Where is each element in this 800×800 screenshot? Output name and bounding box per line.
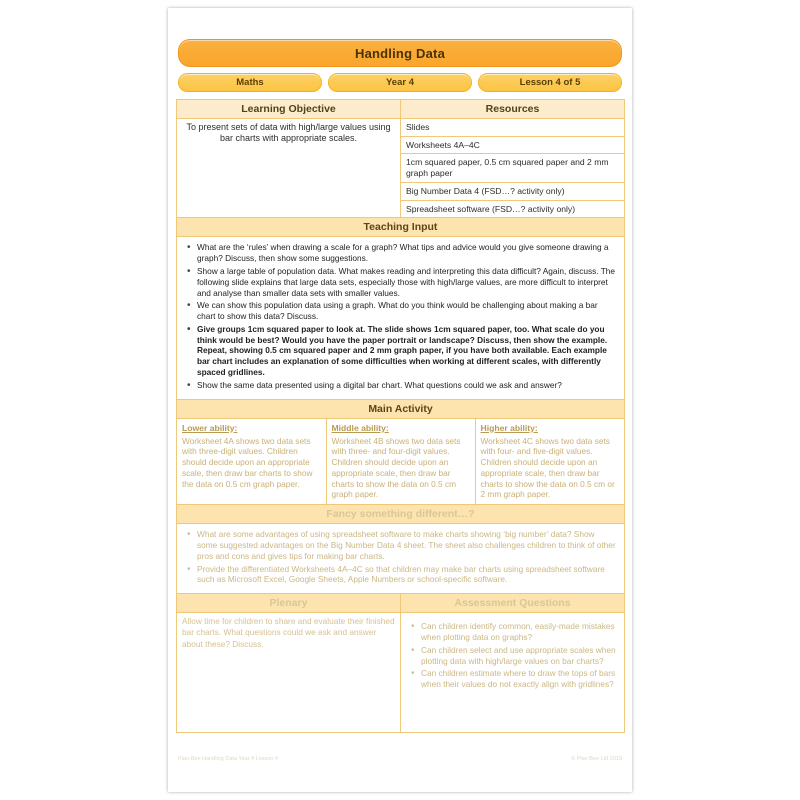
section-header-teaching-input: Teaching Input: [177, 218, 625, 237]
section-header-assessment-questions: Assessment Questions: [401, 594, 625, 613]
plenary-assessment-row: [177, 613, 625, 733]
fsd-bullet: • Provide the differentiated Worksheets 4A–4C so that children may make bar charts using spreadsheet software such as Microsoft Excel, Google Sheets, Apple Numbers or school-specific software.: [184, 564, 617, 586]
resources-list: [401, 119, 625, 218]
resource-item: Spreadsheet software (FSD…? activity only): [406, 203, 576, 214]
assessment-bullet: • Can children estimate where to draw the tops of bars when their values do not exactly align with gridlines?: [408, 668, 617, 690]
plenary-text: Allow time for children to share and evaluate their finished bar charts. What questions could we ask and answer about these? Discuss.: [177, 613, 401, 733]
section-header-main-activity: Main Activity: [177, 399, 625, 418]
ability-group-middle: [326, 419, 475, 505]
year-group-pill: Year 4: [328, 73, 472, 92]
ability-description: Worksheet 4C shows two data sets with four- and five-digit values. Children should decide upon an appropriate scale, then draw bar charts to show the data on 0.5 cm or 2 mm graph paper.: [480, 435, 615, 500]
page-title: Handling Data: [178, 39, 622, 67]
main-activity-row: [177, 418, 625, 505]
meta-pill-row: [178, 73, 622, 92]
fsd-bullet: • What are some advantages of using spreadsheet software to make charts showing ‘big number’ data? Show some suggested advantages on the Big Number Data 4 sheet. The sheet also challenges children to think of other pros and cons and gives tips for making bar charts.: [184, 529, 617, 561]
objective-resources-row: [177, 119, 625, 218]
ability-group-higher: [475, 419, 624, 505]
teaching-input-row: [177, 237, 625, 399]
teaching-input-bullet: • Show the same data presented using a digital bar chart. What questions could we ask and answer?: [184, 380, 617, 391]
fancy-something-different-row: [177, 524, 625, 594]
lesson-plan-page: [168, 8, 632, 792]
lesson-plan-table: [176, 99, 625, 733]
footer-right: © Plan Bee Ltd 2019: [571, 756, 622, 762]
resource-item: 1cm squared paper, 0.5 cm squared paper and 2 mm graph paper: [401, 154, 624, 182]
plenary-assessment-header-row: [177, 594, 625, 613]
assessment-questions-content: [401, 613, 625, 733]
ability-description: Worksheet 4B shows two data sets with three- and four-digit values. Children should decide upon an appropriate scale, then draw bar charts to show the data on 0.5 cm graph paper.: [331, 435, 461, 500]
ability-label: Higher ability:: [480, 422, 538, 433]
learning-objective-text: To present sets of data with high/large values using bar charts with appropriate scales.: [177, 119, 401, 218]
fancy-something-different-header-row: [177, 505, 625, 524]
resource-item: Slides: [401, 119, 624, 137]
teaching-input-bullet: • Give groups 1cm squared paper to look at. The slide shows 1cm squared paper, too. What scale do you think would be best? Would you have the paper portrait or landscape? Discuss, then show the example. Repeat, showing 0.5 cm squared paper and 2 mm graph paper, if you have both available. Each example bar chart includes an explanation of some difficulties when working at different scales, with differently spaced gridlines.: [184, 324, 617, 378]
footer-left: Plan-Bee Handling Data Year 4 Lesson 4: [178, 756, 278, 762]
page-footer: [178, 756, 622, 762]
ability-description: Worksheet 4A shows two data sets with three-digit values. Children should decide upon an appropriate scale, then draw bar charts to show the data on 0.5 cm graph paper.: [182, 435, 313, 489]
teaching-input-bullet: • Show a large table of population data. What makes reading and interpreting this data difficult? Again, discuss. The following slide explains that large data sets, especially those with high/large values, are more difficult to interpret and analyse than smaller data sets with smaller values.: [184, 266, 617, 298]
main-activity-content: [177, 418, 625, 505]
teaching-input-bullet: • We can show this population data using a graph. What do you think would be challenging about making a bar chart to show this data? Discuss.: [184, 300, 617, 322]
section-header-plenary: Plenary: [177, 594, 401, 613]
resource-item: Big Number Data 4 (FSD…? activity only): [401, 183, 624, 201]
column-header-resources: Resources: [401, 100, 625, 119]
table-header-row: [177, 100, 625, 119]
subject-pill: Maths: [178, 73, 322, 92]
ability-label: Middle ability:: [331, 422, 389, 433]
assessment-bullet: • Can children select and use appropriate scales when plotting data with high/large values on bar charts?: [408, 645, 617, 667]
resource-item: Worksheets 4A–4C: [401, 137, 624, 155]
teaching-input-content: [177, 237, 625, 399]
ability-label: Lower ability:: [182, 422, 238, 433]
fancy-something-different-content: [177, 524, 625, 594]
teaching-input-header-row: [177, 218, 625, 237]
column-header-learning-objective: Learning Objective: [177, 100, 401, 119]
assessment-bullet: • Can children identify common, easily-made mistakes when plotting data on graphs?: [408, 621, 617, 643]
main-activity-header-row: [177, 399, 625, 418]
ability-group-lower: [177, 419, 326, 505]
section-header-fancy-something-different: Fancy something different…?: [177, 505, 625, 524]
lesson-number-pill: Lesson 4 of 5: [478, 73, 622, 92]
teaching-input-bullet: • What are the ‘rules’ when drawing a scale for a graph? What tips and advice would you give someone drawing a graph? Discuss, then show some suggestions.: [184, 242, 617, 264]
